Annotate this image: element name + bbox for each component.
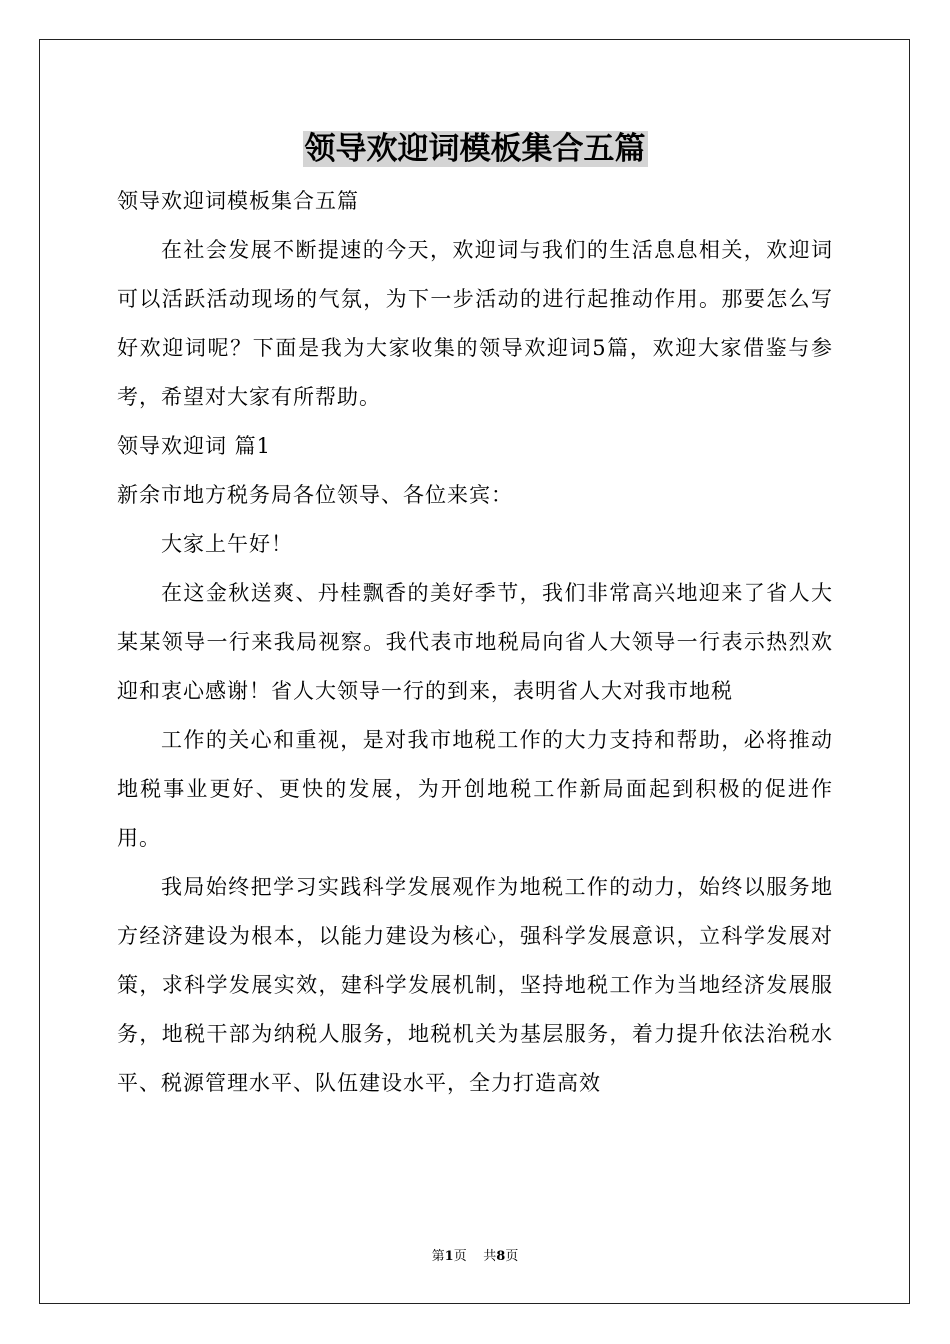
document-title-text: 领导欢迎词模板集合五篇 (304, 131, 646, 167)
body-paragraph-1: 在这金秋送爽、丹桂飘香的美好季节，我们非常高兴地迎来了省人大某某领导一行来我局视察。我代表市地税局向省人大领导一行表示热烈欢迎和衷心感谢！省人大领导一行的到来，表明省人大对我市地税 (117, 581, 833, 703)
document-title (0, 128, 950, 170)
page-footer (0, 1248, 950, 1266)
page-current: 1 (444, 1249, 454, 1264)
total-suffix: 页 (505, 1249, 519, 1264)
page-suffix: 页 (453, 1249, 467, 1264)
subtitle-line: 领导欢迎词模板集合五篇 (117, 189, 359, 213)
salutation: 新余市地方税务局各位领导、各位来宾： (117, 483, 513, 507)
page-total: 8 (496, 1249, 506, 1264)
section-heading: 领导欢迎词 篇1 (117, 434, 272, 458)
page-prefix: 第 (431, 1249, 445, 1264)
body-paragraph-2: 工作的关心和重视，是对我市地税工作的大力支持和帮助，必将推动地税事业更好、更快的发展，为开创地税工作新局面起到积极的促进作用。 (117, 728, 833, 850)
body-paragraph-3: 我局始终把学习实践科学发展观作为地税工作的动力，始终以服务地方经济建设为根本，以能力建设为核心，强科学发展意识，立科学发展对策，求科学发展实效，建科学发展机制，坚持地税工作为当地经济发展服务，地税干部为纳税人服务，地税机关为基层服务，着力提升依法治税水平、税源管理水平、队伍建设水平，全力打造高效 (117, 875, 833, 1095)
total-prefix: 共 (483, 1249, 497, 1264)
document-body (117, 177, 833, 1108)
greeting: 大家上午好！ (161, 532, 293, 556)
intro-paragraph: 在社会发展不断提速的今天，欢迎词与我们的生活息息相关，欢迎词可以活跃活动现场的气氛，为下一步活动的进行起推动作用。那要怎么写好欢迎词呢？下面是我为大家收集的领导欢迎词5篇，欢迎大家借鉴与参考，希望对大家有所帮助。 (117, 238, 833, 409)
